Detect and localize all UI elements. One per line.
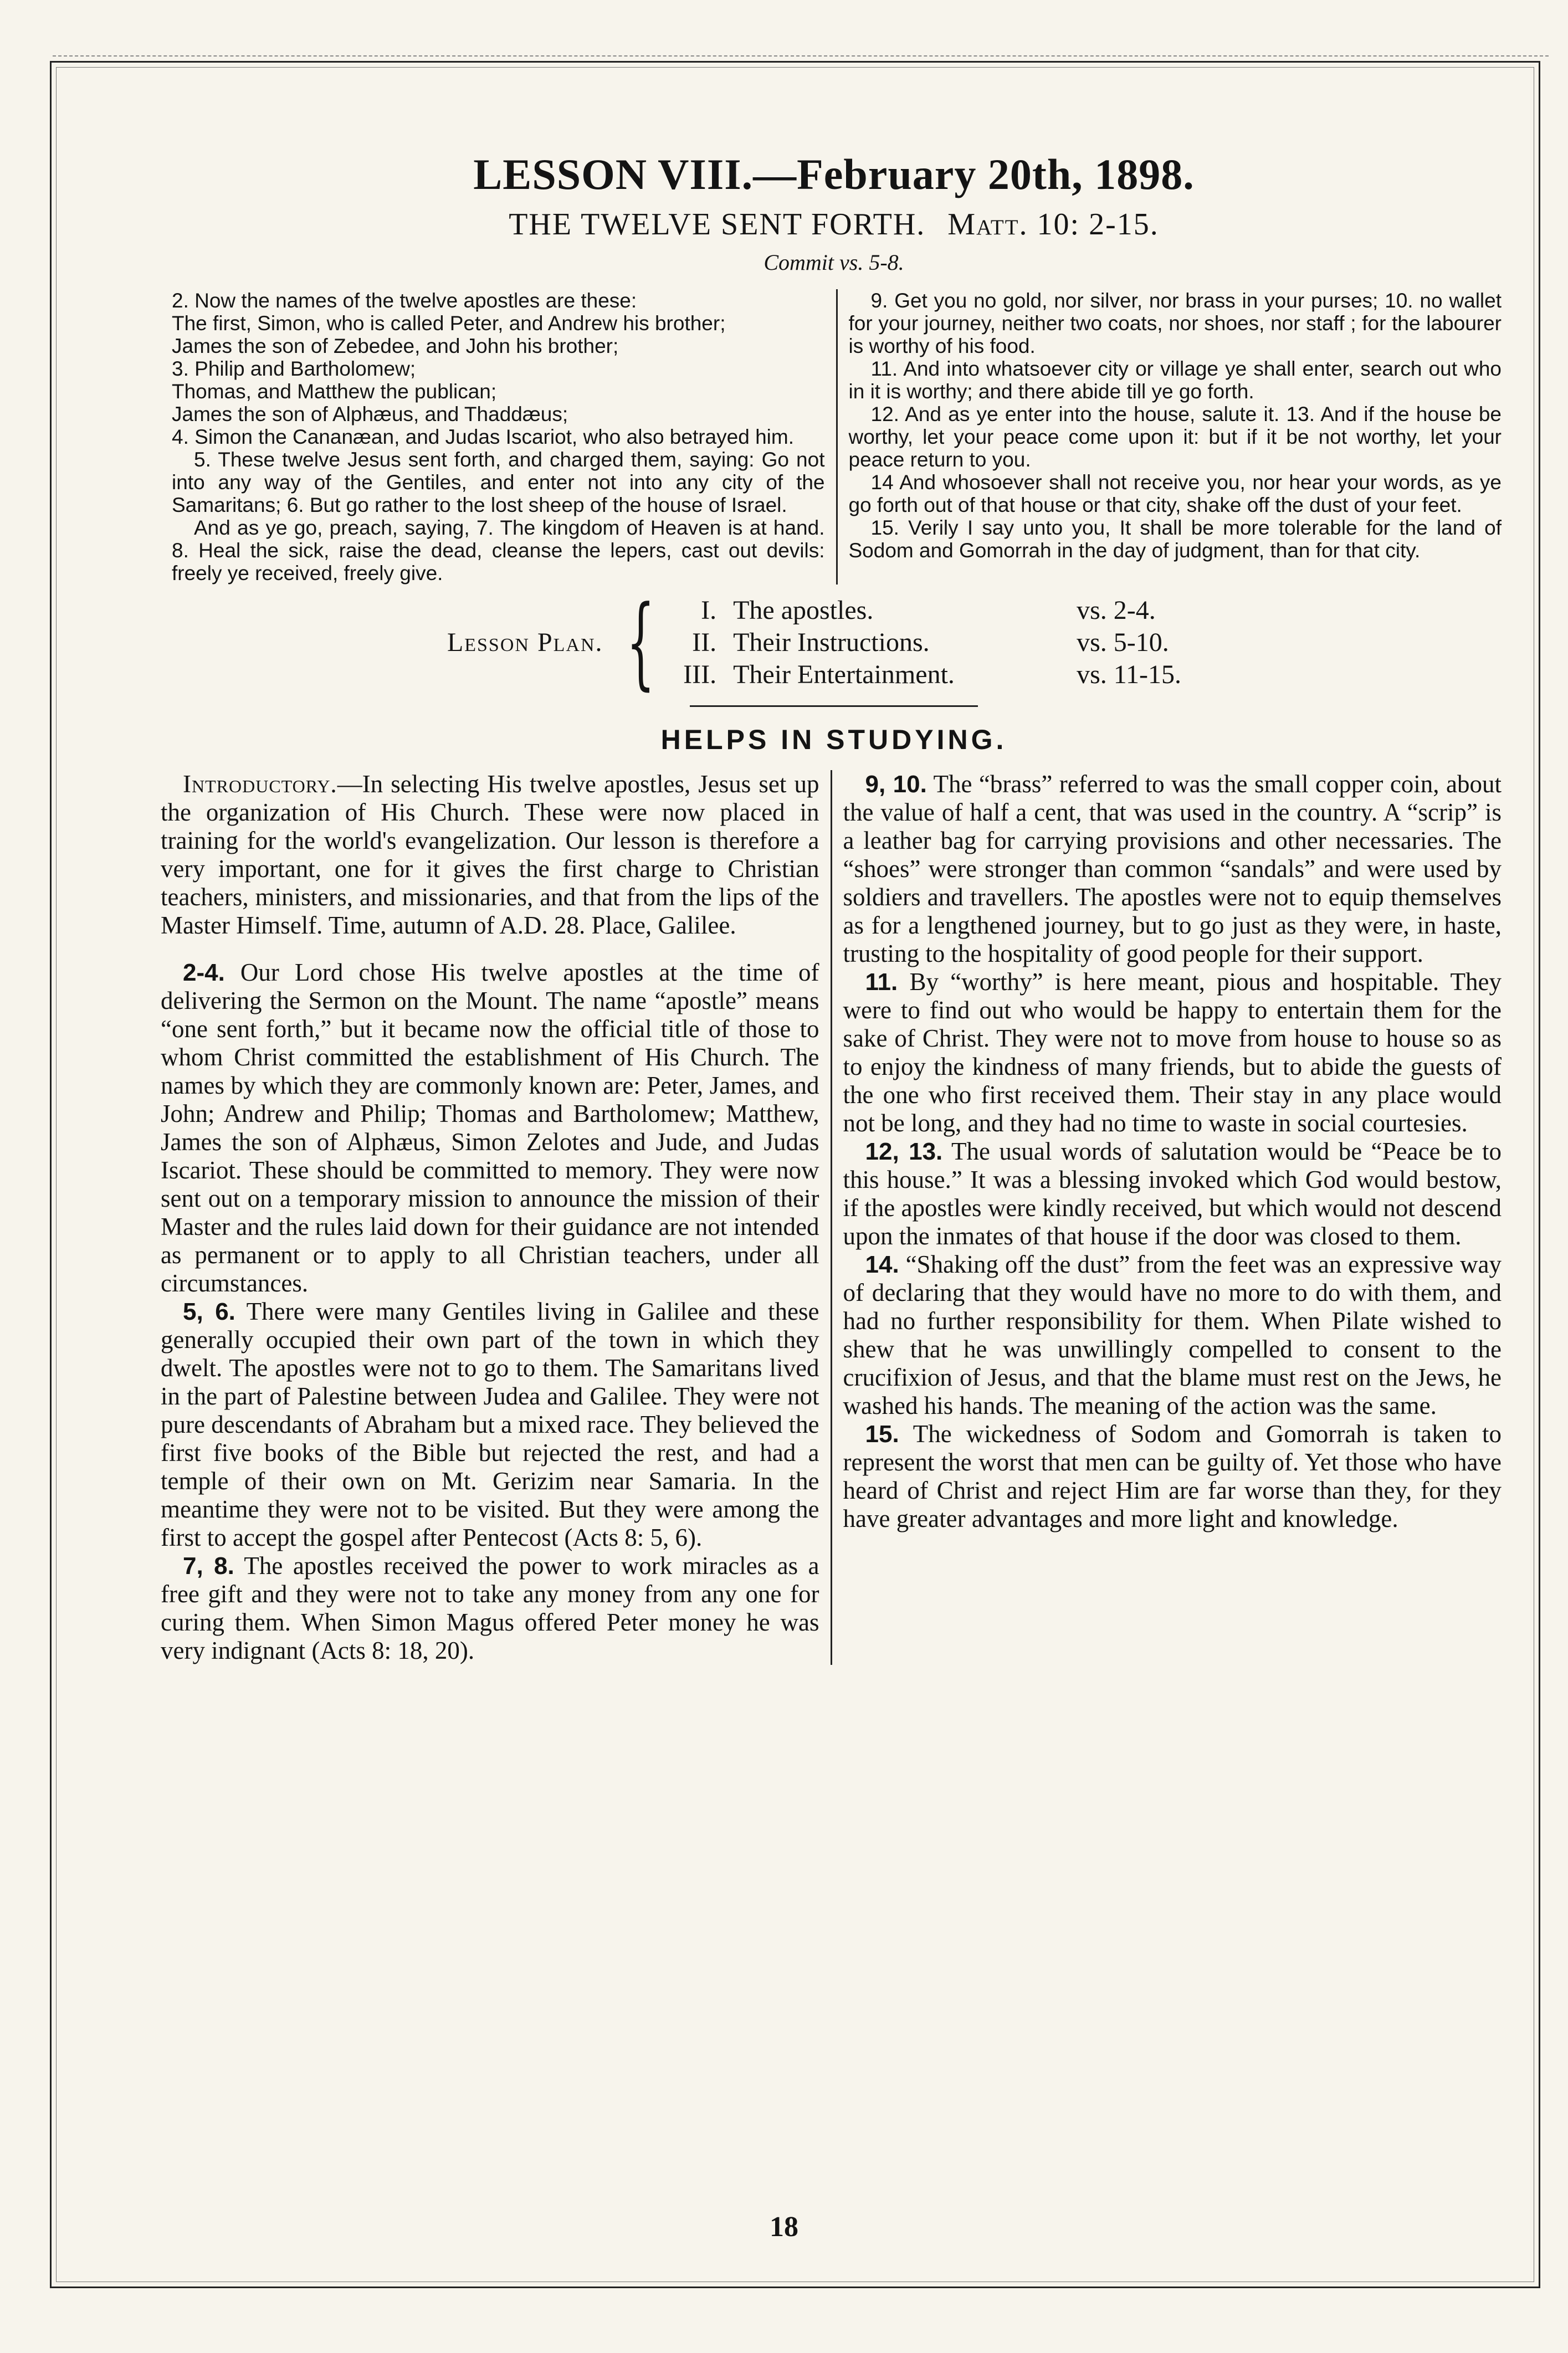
helps-left-column xyxy=(161,770,832,1665)
helps-right-column xyxy=(832,770,1502,1665)
plan-item-text: Their Entertainment. xyxy=(733,660,955,689)
plan-item-text: The apostles. xyxy=(733,596,874,625)
scripture-verse: The first, Simon, who is called Peter, and Andrew his brother; xyxy=(172,312,726,335)
plan-item-verses: vs. 11-15. xyxy=(1077,660,1181,689)
intro-label: Introductory. xyxy=(183,770,337,798)
verse-number: 15. xyxy=(865,1421,899,1448)
note-paragraph xyxy=(843,1137,1502,1250)
note-text: The usual words of salutation would be “Peace be to this house.” It was a blessing invoked which God would bestow, if the apostles were kindly received, but which would not descend upon the inmates of that house if the door was closed to them. xyxy=(843,1137,1502,1250)
note-paragraph xyxy=(161,958,819,1298)
lesson-subtitle xyxy=(161,205,1507,244)
scripture-verse: 5. These twelve Jesus sent forth, and charged them, saying: Go not into any way of the Gentiles, and enter not into any city of the Samaritans; 6. But go rather to the lost sheep of the house of Israel. xyxy=(172,448,825,516)
plan-item-text: Their Instructions. xyxy=(733,628,930,657)
verse-number: 11. xyxy=(865,968,898,996)
scripture-reference: Matt. 10: 2-15. xyxy=(947,207,1159,242)
scripture-verse: 15. Verily I say unto you, It shall be more tolerable for the land of Sodom and Gomorrah in the day of judgment, than for that city. xyxy=(848,516,1502,562)
note-text: Our Lord chose His twelve apostles at the time of delivering the Sermon on the Mount. The name “apostle” means “one sent forth,” but it became now the official title of those to whom Christ committed the establishment of His Church. The names by which they are commonly known are: Peter, James, and John; Andrew and Philip; Thomas and Bartholomew; Matthew, James the son of Alphæus, Simon Zelotes and Jude, and Judas Iscariot. These should be committed to memory. They were now sent out on a temporary mission to announce the mission of their Master and the rules laid down for their guidance are not intended as permanent or to apply to all Christian teachers, under all circumstances. xyxy=(161,958,819,1297)
scripture-right-column xyxy=(838,289,1502,585)
note-paragraph xyxy=(161,1298,819,1552)
note-paragraph xyxy=(161,1552,819,1665)
note-text: By “worthy” is here meant, pious and hospitable. They were to find out who would be happy to entertain them for the sake of Christ. They were not to move from house to house so as to enjoy the kindness of many friends, but to abide the guests of the one who first received them. Their stay in any place would not be long, and they had no time to waste in social courtesies. xyxy=(843,968,1502,1137)
note-text: The apostles received the power to work miracles as a free gift and they were not to take any money from any one for curing them. When Simon Magus offered Peter money he was very indignant (Acts 8: 18, 20). xyxy=(161,1552,819,1664)
note-text: There were many Gentiles living in Galilee and these generally occupied their own part of the town in which they dwelt. The apostles were not to go to them. The Samaritans lived in the part of Palestine between Judea and Galilee. They were not pure descendants of Abraham but a mixed race. They believed the first five books of the Bible but rejected the rest, and had a temple of their own on Mt. Gerizim near Samaria. In the meantime they were not to be visited. But they were among the first to accept the gospel after Pentecost (Acts 8: 5, 6). xyxy=(161,1298,819,1551)
note-text: “Shaking off the dust” from the feet was an expressive way of declaring that they would have no more to do with them, and had no further responsibility for them. When Pilate wished to shew that he was unwillingly compelled to consent to the crucifixion of Jesus, and that the blame must rest on the Jews, he washed his hands. The meaning of the action was the same. xyxy=(843,1250,1502,1419)
scripture-verse: James the son of Alphæus, and Thaddæus; xyxy=(172,403,568,426)
scripture-verse: 11. And into whatsoever city or village ye shall enter, search out who in it is worthy; and there abide till ye go forth. xyxy=(848,357,1502,403)
note-paragraph xyxy=(843,770,1502,968)
note-paragraph xyxy=(843,1420,1502,1533)
scripture-verse: 2. Now the names of the twelve apostles are these: xyxy=(172,289,637,312)
scripture-left-column xyxy=(172,289,838,585)
section-divider xyxy=(690,705,978,707)
note-paragraph xyxy=(843,968,1502,1137)
lesson-title: LESSON VIII.—February 20th, 1898. xyxy=(473,150,1195,198)
intro-paragraph xyxy=(161,770,819,940)
lesson-subtitle-main: THE TWELVE SENT FORTH. xyxy=(509,207,926,242)
plan-item-verses: vs. 5-10. xyxy=(1077,628,1169,657)
scripture-verse: Thomas, and Matthew the publican; xyxy=(172,380,497,403)
scripture-verse: James the son of Zebedee, and John his brother; xyxy=(172,335,619,357)
verse-number: 9, 10. xyxy=(865,771,927,798)
verse-number: 12, 13. xyxy=(865,1138,943,1165)
plan-item-number: II. xyxy=(692,628,717,657)
intro-text: —In selecting His twelve apostles, Jesus set up the organization of His Church. These were now placed in training for the world's evangelization. Our lesson is therefore a very important, one for it gives the first charge to Christian teachers, ministers, and missionaries, and that from the lips of the Master Himself. Time, autumn of A.D. 28. Place, Galilee. xyxy=(161,770,819,939)
verse-number: 5, 6. xyxy=(183,1298,235,1325)
plan-item-number: I. xyxy=(701,596,717,625)
scripture-passage xyxy=(172,289,1502,585)
plan-item-number: III. xyxy=(683,660,717,689)
scripture-verse: 12. And as ye enter into the house, salute it. 13. And if the house be worthy, let your peace come upon it: but if it be not worthy, let your peace return to you. xyxy=(848,403,1502,471)
scripture-verse: 3. Philip and Bartholomew; xyxy=(172,357,416,380)
top-edge-mark xyxy=(53,33,1549,57)
note-text: The wickedness of Sodom and Gomorrah is taken to represent the worst that men can be guilty of. Yet those who have heard of Christ and reject Him are far worse than they, for they have greater advantages and more light and knowledge. xyxy=(843,1420,1502,1532)
plan-item-verses: vs. 2-4. xyxy=(1077,596,1156,625)
helps-heading: HELPS IN STUDYING. xyxy=(660,724,1007,755)
verse-number: 7, 8. xyxy=(183,1552,234,1580)
helps-body xyxy=(161,770,1502,1665)
page-number: 18 xyxy=(770,2211,798,2243)
scripture-verse: 14 And whosoever shall not receive you, nor hear your words, as ye go forth out of that house or that city, shake off the dust of your feet. xyxy=(848,471,1502,516)
scripture-verse: 9. Get you no gold, nor silver, nor brass in your purses; 10. no wallet for your journey, neither two coats, nor shoes, nor staff ; for the labourer is worthy of his food. xyxy=(848,289,1502,357)
scripture-verse: 4. Simon the Cananæan, and Judas Iscariot, who also betrayed him. xyxy=(172,426,794,448)
lesson-plan-label: Lesson Plan. xyxy=(447,628,603,657)
verse-number: 2-4. xyxy=(183,959,225,986)
note-text: The “brass” referred to was the small copper coin, about the value of half a cent, that was used in the country. A “scrip” is a leather bag for carrying provisions and other necessaries. The “shoes” were stronger than common “sandals” and were used by soldiers and travellers. The apostles were not to equip themselves as for a lengthened journey, but to go just as they were, in haste, trusting to the hospitality of good people for their support. xyxy=(843,770,1502,967)
brace-glyph: { xyxy=(626,585,655,700)
commit-verses: Commit vs. 5-8. xyxy=(763,250,904,275)
lesson-plan-items xyxy=(683,594,1221,691)
page-content xyxy=(161,150,1507,1665)
scripture-verse: And as ye go, preach, saying, 7. The kingdom of Heaven is at hand. 8. Heal the sick, raise the dead, cleanse the lepers, cast out devils: freely ye received, freely give. xyxy=(172,516,825,585)
lesson-plan xyxy=(161,585,1507,700)
verse-number: 14. xyxy=(865,1251,899,1278)
note-paragraph xyxy=(843,1250,1502,1420)
